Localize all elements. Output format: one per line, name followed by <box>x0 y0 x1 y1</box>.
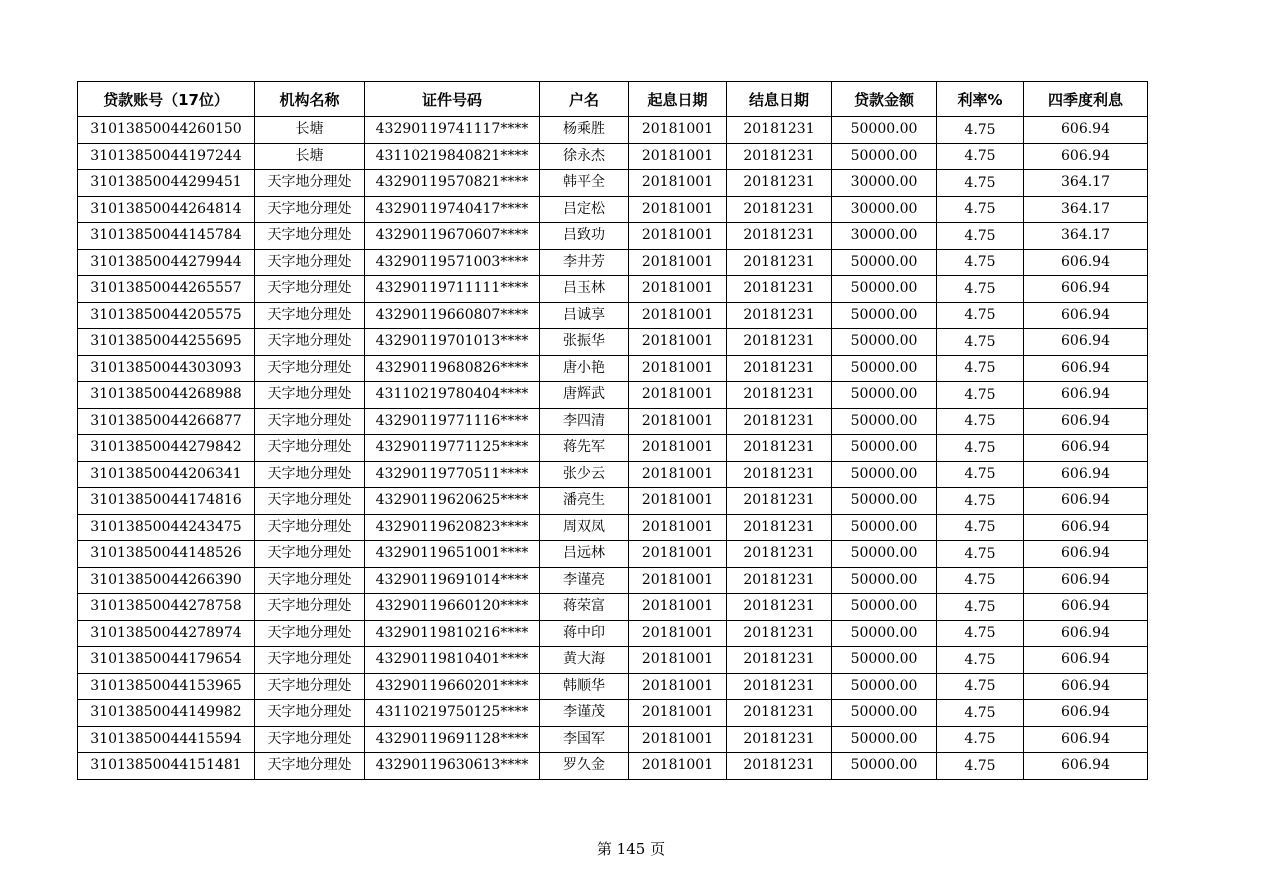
cell-end-date: 20181231 <box>727 514 832 541</box>
cell-interest-rate: 4.75 <box>937 170 1024 197</box>
cell-loan-amount: 50000.00 <box>832 594 937 621</box>
cell-account-name: 蒋荣富 <box>540 594 629 621</box>
cell-id-number: 43290119770511**** <box>365 461 540 488</box>
cell-end-date: 20181231 <box>727 594 832 621</box>
cell-institution: 天字地分理处 <box>255 673 365 700</box>
cell-id-number: 43290119691128**** <box>365 726 540 753</box>
cell-id-number: 43290119660807**** <box>365 302 540 329</box>
table-row <box>78 196 1148 223</box>
cell-id-number: 43290119670607**** <box>365 223 540 250</box>
cell-account-name: 张振华 <box>540 329 629 356</box>
cell-loan-account: 31013850044279842 <box>78 435 255 462</box>
cell-start-date: 20181001 <box>629 753 727 780</box>
cell-start-date: 20181001 <box>629 673 727 700</box>
cell-interest-rate: 4.75 <box>937 488 1024 515</box>
cell-account-name: 韩平全 <box>540 170 629 197</box>
cell-interest-rate: 4.75 <box>937 700 1024 727</box>
cell-interest-rate: 4.75 <box>937 726 1024 753</box>
table-row <box>78 753 1148 780</box>
table-row <box>78 673 1148 700</box>
cell-loan-account: 31013850044255695 <box>78 329 255 356</box>
cell-start-date: 20181001 <box>629 329 727 356</box>
cell-start-date: 20181001 <box>629 700 727 727</box>
header-account-name: 户名 <box>540 82 629 117</box>
table-row <box>78 382 1148 409</box>
cell-institution: 天字地分理处 <box>255 567 365 594</box>
cell-loan-account: 31013850044205575 <box>78 302 255 329</box>
cell-loan-account: 31013850044415594 <box>78 726 255 753</box>
cell-institution: 天字地分理处 <box>255 726 365 753</box>
cell-institution: 天字地分理处 <box>255 488 365 515</box>
cell-loan-amount: 50000.00 <box>832 355 937 382</box>
cell-institution: 天字地分理处 <box>255 620 365 647</box>
cell-start-date: 20181001 <box>629 647 727 674</box>
cell-loan-amount: 50000.00 <box>832 435 937 462</box>
cell-loan-amount: 30000.00 <box>832 170 937 197</box>
cell-end-date: 20181231 <box>727 435 832 462</box>
cell-start-date: 20181001 <box>629 567 727 594</box>
cell-interest-rate: 4.75 <box>937 196 1024 223</box>
table-row <box>78 541 1148 568</box>
cell-account-name: 蒋先军 <box>540 435 629 462</box>
cell-start-date: 20181001 <box>629 302 727 329</box>
cell-start-date: 20181001 <box>629 461 727 488</box>
cell-interest-rate: 4.75 <box>937 355 1024 382</box>
cell-interest-rate: 4.75 <box>937 117 1024 144</box>
cell-loan-amount: 50000.00 <box>832 276 937 303</box>
cell-account-name: 周双凤 <box>540 514 629 541</box>
cell-interest-rate: 4.75 <box>937 620 1024 647</box>
header-id-number: 证件号码 <box>365 82 540 117</box>
cell-end-date: 20181231 <box>727 408 832 435</box>
cell-account-name: 杨乘胜 <box>540 117 629 144</box>
cell-end-date: 20181231 <box>727 673 832 700</box>
cell-loan-amount: 50000.00 <box>832 673 937 700</box>
cell-account-name: 潘亮生 <box>540 488 629 515</box>
cell-start-date: 20181001 <box>629 514 727 541</box>
cell-id-number: 43290119660201**** <box>365 673 540 700</box>
cell-start-date: 20181001 <box>629 249 727 276</box>
cell-id-number: 43290119740417**** <box>365 196 540 223</box>
table-row <box>78 117 1148 144</box>
cell-end-date: 20181231 <box>727 382 832 409</box>
cell-id-number: 43290119711111**** <box>365 276 540 303</box>
cell-end-date: 20181231 <box>727 355 832 382</box>
cell-end-date: 20181231 <box>727 143 832 170</box>
cell-loan-amount: 50000.00 <box>832 647 937 674</box>
table-row <box>78 435 1148 462</box>
header-loan-amount: 贷款金额 <box>832 82 937 117</box>
cell-q4-interest: 606.94 <box>1024 382 1148 409</box>
header-loan-account: 贷款账号（17位） <box>78 82 255 117</box>
cell-start-date: 20181001 <box>629 143 727 170</box>
table-row <box>78 408 1148 435</box>
cell-institution: 天字地分理处 <box>255 408 365 435</box>
cell-account-name: 唐辉武 <box>540 382 629 409</box>
cell-end-date: 20181231 <box>727 700 832 727</box>
cell-q4-interest: 606.94 <box>1024 408 1148 435</box>
cell-loan-amount: 50000.00 <box>832 302 937 329</box>
cell-account-name: 蒋中印 <box>540 620 629 647</box>
cell-q4-interest: 606.94 <box>1024 594 1148 621</box>
table-header-row <box>78 82 1148 117</box>
cell-loan-account: 31013850044264814 <box>78 196 255 223</box>
cell-id-number: 43290119691014**** <box>365 567 540 594</box>
cell-loan-amount: 50000.00 <box>832 249 937 276</box>
header-institution: 机构名称 <box>255 82 365 117</box>
cell-start-date: 20181001 <box>629 196 727 223</box>
cell-q4-interest: 606.94 <box>1024 700 1148 727</box>
cell-end-date: 20181231 <box>727 647 832 674</box>
cell-loan-account: 31013850044206341 <box>78 461 255 488</box>
cell-loan-account: 31013850044266390 <box>78 567 255 594</box>
cell-interest-rate: 4.75 <box>937 567 1024 594</box>
header-q4-interest: 四季度利息 <box>1024 82 1148 117</box>
cell-loan-account: 31013850044197244 <box>78 143 255 170</box>
cell-interest-rate: 4.75 <box>937 461 1024 488</box>
cell-end-date: 20181231 <box>727 488 832 515</box>
table-row <box>78 567 1148 594</box>
cell-end-date: 20181231 <box>727 726 832 753</box>
table-row <box>78 276 1148 303</box>
cell-end-date: 20181231 <box>727 223 832 250</box>
table-body <box>78 117 1148 780</box>
cell-institution: 天字地分理处 <box>255 435 365 462</box>
cell-institution: 天字地分理处 <box>255 753 365 780</box>
cell-start-date: 20181001 <box>629 223 727 250</box>
cell-loan-account: 31013850044299451 <box>78 170 255 197</box>
cell-id-number: 43290119630613**** <box>365 753 540 780</box>
cell-loan-account: 31013850044148526 <box>78 541 255 568</box>
cell-account-name: 李四清 <box>540 408 629 435</box>
cell-start-date: 20181001 <box>629 594 727 621</box>
cell-account-name: 李国军 <box>540 726 629 753</box>
header-end-date: 结息日期 <box>727 82 832 117</box>
cell-interest-rate: 4.75 <box>937 647 1024 674</box>
cell-loan-amount: 50000.00 <box>832 382 937 409</box>
cell-loan-account: 31013850044278758 <box>78 594 255 621</box>
cell-end-date: 20181231 <box>727 302 832 329</box>
cell-interest-rate: 4.75 <box>937 673 1024 700</box>
cell-loan-amount: 50000.00 <box>832 700 937 727</box>
cell-interest-rate: 4.75 <box>937 408 1024 435</box>
cell-interest-rate: 4.75 <box>937 276 1024 303</box>
cell-loan-amount: 50000.00 <box>832 461 937 488</box>
loan-interest-table <box>77 81 1148 780</box>
cell-institution: 天字地分理处 <box>255 329 365 356</box>
cell-id-number: 43290119810401**** <box>365 647 540 674</box>
cell-id-number: 43290119651001**** <box>365 541 540 568</box>
table-row <box>78 594 1148 621</box>
cell-interest-rate: 4.75 <box>937 594 1024 621</box>
cell-loan-amount: 30000.00 <box>832 223 937 250</box>
cell-end-date: 20181231 <box>727 620 832 647</box>
cell-institution: 天字地分理处 <box>255 461 365 488</box>
cell-id-number: 43290119741117**** <box>365 117 540 144</box>
cell-interest-rate: 4.75 <box>937 249 1024 276</box>
cell-interest-rate: 4.75 <box>937 223 1024 250</box>
cell-id-number: 43290119660120**** <box>365 594 540 621</box>
cell-interest-rate: 4.75 <box>937 302 1024 329</box>
table-row <box>78 249 1148 276</box>
cell-q4-interest: 606.94 <box>1024 753 1148 780</box>
cell-q4-interest: 606.94 <box>1024 488 1148 515</box>
cell-interest-rate: 4.75 <box>937 541 1024 568</box>
cell-institution: 天字地分理处 <box>255 700 365 727</box>
cell-start-date: 20181001 <box>629 408 727 435</box>
cell-end-date: 20181231 <box>727 249 832 276</box>
cell-q4-interest: 606.94 <box>1024 143 1148 170</box>
header-interest-rate: 利率% <box>937 82 1024 117</box>
cell-account-name: 唐小艳 <box>540 355 629 382</box>
cell-institution: 天字地分理处 <box>255 249 365 276</box>
cell-loan-amount: 50000.00 <box>832 541 937 568</box>
cell-account-name: 徐永杰 <box>540 143 629 170</box>
cell-institution: 天字地分理处 <box>255 514 365 541</box>
cell-account-name: 韩顺华 <box>540 673 629 700</box>
cell-loan-account: 31013850044149982 <box>78 700 255 727</box>
table-row <box>78 355 1148 382</box>
cell-q4-interest: 606.94 <box>1024 620 1148 647</box>
table-row <box>78 647 1148 674</box>
table-row <box>78 302 1148 329</box>
cell-account-name: 吕诚享 <box>540 302 629 329</box>
cell-q4-interest: 606.94 <box>1024 673 1148 700</box>
cell-loan-amount: 50000.00 <box>832 567 937 594</box>
cell-q4-interest: 606.94 <box>1024 302 1148 329</box>
cell-institution: 长塘 <box>255 117 365 144</box>
cell-loan-account: 31013850044153965 <box>78 673 255 700</box>
cell-interest-rate: 4.75 <box>937 329 1024 356</box>
cell-q4-interest: 606.94 <box>1024 461 1148 488</box>
cell-q4-interest: 606.94 <box>1024 249 1148 276</box>
cell-id-number: 43110219840821**** <box>365 143 540 170</box>
cell-loan-amount: 50000.00 <box>832 514 937 541</box>
cell-interest-rate: 4.75 <box>937 143 1024 170</box>
cell-q4-interest: 606.94 <box>1024 355 1148 382</box>
cell-loan-amount: 50000.00 <box>832 329 937 356</box>
cell-loan-account: 31013850044268988 <box>78 382 255 409</box>
cell-account-name: 李谨亮 <box>540 567 629 594</box>
cell-account-name: 罗久金 <box>540 753 629 780</box>
cell-q4-interest: 606.94 <box>1024 117 1148 144</box>
cell-loan-account: 31013850044151481 <box>78 753 255 780</box>
table-row <box>78 223 1148 250</box>
cell-q4-interest: 364.17 <box>1024 223 1148 250</box>
cell-loan-amount: 50000.00 <box>832 143 937 170</box>
cell-loan-account: 31013850044279944 <box>78 249 255 276</box>
cell-q4-interest: 606.94 <box>1024 435 1148 462</box>
cell-id-number: 43290119680826**** <box>365 355 540 382</box>
cell-loan-account: 31013850044278974 <box>78 620 255 647</box>
cell-institution: 天字地分理处 <box>255 355 365 382</box>
cell-loan-account: 31013850044243475 <box>78 514 255 541</box>
cell-id-number: 43290119810216**** <box>365 620 540 647</box>
cell-end-date: 20181231 <box>727 276 832 303</box>
cell-end-date: 20181231 <box>727 753 832 780</box>
cell-end-date: 20181231 <box>727 170 832 197</box>
cell-institution: 天字地分理处 <box>255 382 365 409</box>
cell-account-name: 吕致功 <box>540 223 629 250</box>
cell-institution: 天字地分理处 <box>255 196 365 223</box>
cell-q4-interest: 364.17 <box>1024 170 1148 197</box>
cell-institution: 天字地分理处 <box>255 594 365 621</box>
cell-interest-rate: 4.75 <box>937 514 1024 541</box>
cell-institution: 长塘 <box>255 143 365 170</box>
cell-start-date: 20181001 <box>629 355 727 382</box>
cell-account-name: 吕定松 <box>540 196 629 223</box>
cell-q4-interest: 606.94 <box>1024 567 1148 594</box>
cell-institution: 天字地分理处 <box>255 170 365 197</box>
cell-institution: 天字地分理处 <box>255 647 365 674</box>
cell-account-name: 黄大海 <box>540 647 629 674</box>
cell-start-date: 20181001 <box>629 541 727 568</box>
cell-interest-rate: 4.75 <box>937 382 1024 409</box>
cell-id-number: 43290119771125**** <box>365 435 540 462</box>
cell-id-number: 43290119570821**** <box>365 170 540 197</box>
table-row <box>78 726 1148 753</box>
cell-institution: 天字地分理处 <box>255 276 365 303</box>
cell-institution: 天字地分理处 <box>255 223 365 250</box>
cell-loan-amount: 50000.00 <box>832 726 937 753</box>
cell-q4-interest: 606.94 <box>1024 726 1148 753</box>
cell-end-date: 20181231 <box>727 567 832 594</box>
cell-account-name: 李谨茂 <box>540 700 629 727</box>
cell-id-number: 43290119620625**** <box>365 488 540 515</box>
header-start-date: 起息日期 <box>629 82 727 117</box>
cell-start-date: 20181001 <box>629 435 727 462</box>
cell-institution: 天字地分理处 <box>255 302 365 329</box>
cell-loan-account: 31013850044179654 <box>78 647 255 674</box>
table-row <box>78 461 1148 488</box>
cell-account-name: 张少云 <box>540 461 629 488</box>
cell-account-name: 吕远林 <box>540 541 629 568</box>
cell-id-number: 43110219780404**** <box>365 382 540 409</box>
cell-loan-account: 31013850044303093 <box>78 355 255 382</box>
cell-q4-interest: 606.94 <box>1024 541 1148 568</box>
cell-start-date: 20181001 <box>629 726 727 753</box>
cell-id-number: 43290119571003**** <box>365 249 540 276</box>
cell-loan-account: 31013850044265557 <box>78 276 255 303</box>
cell-interest-rate: 4.75 <box>937 753 1024 780</box>
cell-start-date: 20181001 <box>629 382 727 409</box>
cell-q4-interest: 606.94 <box>1024 647 1148 674</box>
cell-end-date: 20181231 <box>727 541 832 568</box>
cell-end-date: 20181231 <box>727 117 832 144</box>
cell-q4-interest: 606.94 <box>1024 329 1148 356</box>
cell-loan-amount: 30000.00 <box>832 196 937 223</box>
cell-end-date: 20181231 <box>727 329 832 356</box>
table-row <box>78 143 1148 170</box>
cell-start-date: 20181001 <box>629 620 727 647</box>
cell-interest-rate: 4.75 <box>937 435 1024 462</box>
table-row <box>78 700 1148 727</box>
cell-start-date: 20181001 <box>629 488 727 515</box>
table-row <box>78 170 1148 197</box>
cell-account-name: 李井芳 <box>540 249 629 276</box>
cell-id-number: 43290119771116**** <box>365 408 540 435</box>
table-row <box>78 620 1148 647</box>
cell-institution: 天字地分理处 <box>255 541 365 568</box>
cell-start-date: 20181001 <box>629 276 727 303</box>
table-row <box>78 488 1148 515</box>
cell-loan-amount: 50000.00 <box>832 488 937 515</box>
cell-id-number: 43290119701013**** <box>365 329 540 356</box>
cell-loan-amount: 50000.00 <box>832 408 937 435</box>
cell-loan-account: 31013850044266877 <box>78 408 255 435</box>
cell-loan-account: 31013850044174816 <box>78 488 255 515</box>
cell-end-date: 20181231 <box>727 461 832 488</box>
cell-id-number: 43110219750125**** <box>365 700 540 727</box>
cell-loan-amount: 50000.00 <box>832 753 937 780</box>
cell-q4-interest: 606.94 <box>1024 276 1148 303</box>
cell-q4-interest: 606.94 <box>1024 514 1148 541</box>
cell-end-date: 20181231 <box>727 196 832 223</box>
cell-account-name: 吕玉林 <box>540 276 629 303</box>
page-number: 第 145 页 <box>596 840 666 858</box>
table-row <box>78 329 1148 356</box>
cell-id-number: 43290119620823**** <box>365 514 540 541</box>
cell-q4-interest: 364.17 <box>1024 196 1148 223</box>
cell-start-date: 20181001 <box>629 117 727 144</box>
cell-loan-account: 31013850044260150 <box>78 117 255 144</box>
cell-start-date: 20181001 <box>629 170 727 197</box>
table-row <box>78 514 1148 541</box>
cell-loan-amount: 50000.00 <box>832 620 937 647</box>
cell-loan-amount: 50000.00 <box>832 117 937 144</box>
cell-loan-account: 31013850044145784 <box>78 223 255 250</box>
